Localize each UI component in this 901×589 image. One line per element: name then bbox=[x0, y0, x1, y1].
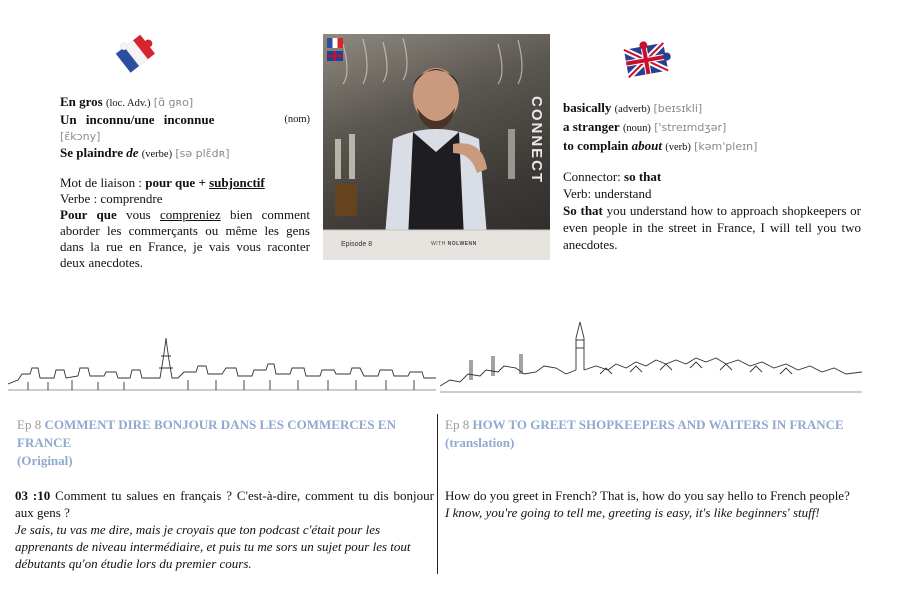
connector-prefix: Mot de liaison : bbox=[60, 175, 142, 190]
connector-mode: subjonctif bbox=[209, 175, 265, 190]
dialogue-text: Comment tu salues en français ? C'est-à-dire, comment tu dis bonjour aux gens ? bbox=[15, 488, 434, 520]
vocab-pos: (verbe) bbox=[141, 149, 173, 160]
sentence-mid: vous bbox=[126, 207, 151, 222]
column-divider bbox=[437, 414, 438, 574]
dialogue-en bbox=[445, 487, 863, 521]
uk-flag-puzzle-icon bbox=[622, 38, 672, 82]
sentence-verb: compreniez bbox=[159, 207, 221, 222]
verb-line: Verbe : comprendre bbox=[60, 191, 163, 206]
vocab-pos: (verb) bbox=[665, 142, 691, 153]
connector-line bbox=[563, 168, 861, 185]
london-skyline-icon bbox=[440, 320, 862, 398]
dialogue-line-italic: I know, you're going to tell me, greeting is easy, it's like beginners' stuff! bbox=[445, 505, 820, 520]
vocab-pos: (nom) bbox=[284, 114, 310, 125]
vocab-term: Un inconnu/une inconnue bbox=[60, 112, 215, 127]
episode-tag: (translation) bbox=[445, 435, 515, 450]
episode-tag: (Original) bbox=[17, 453, 73, 468]
dialogue-fr bbox=[15, 487, 434, 572]
vocab-entry-fr bbox=[60, 112, 310, 128]
dialogue-line-italic: Je sais, tu vas me dire, mais je croyais que ton podcast c'était pour les apprenants de niveau intermédiaire, et puis tu me sors un sujet pour les tout débutants qu'on étudie lors du premier cours. bbox=[15, 522, 411, 571]
sentence-lead: So that bbox=[563, 203, 603, 218]
cover-host-line bbox=[431, 241, 477, 247]
verb-line: Verb: understand bbox=[563, 186, 652, 201]
vocab-term-emphasis: about bbox=[631, 138, 662, 153]
vocab-entry-en bbox=[563, 118, 861, 137]
french-vocab-section bbox=[60, 94, 310, 271]
example-sentence-fr bbox=[60, 207, 310, 271]
cover-with-label: WITH bbox=[431, 241, 446, 247]
paris-skyline-icon bbox=[8, 338, 436, 398]
french-flag-puzzle-icon bbox=[110, 32, 160, 76]
vocab-term: En gros bbox=[60, 94, 103, 109]
vocab-pos: (noun) bbox=[622, 123, 651, 134]
episode-title-fr bbox=[17, 416, 434, 470]
vocab-entry-en bbox=[563, 137, 861, 156]
podcast-cover-image bbox=[323, 34, 550, 260]
vocab-ipa: ['streɪmdʒər] bbox=[654, 121, 727, 134]
episode-title-en bbox=[445, 416, 863, 452]
sentence-rest: bien comment aborder les commerçants ou même les gens dans la rue en France, je vais vous raconter deux anecdotes. bbox=[60, 207, 311, 270]
vocab-pos: (loc. Adv.) bbox=[106, 98, 151, 109]
episode-title: HOW TO GREET SHOPKEEPERS AND WAITERS IN FRANCE bbox=[472, 417, 844, 432]
dialogue-line bbox=[15, 487, 434, 521]
timestamp: 03 :10 bbox=[15, 488, 51, 503]
example-sentence-en bbox=[563, 202, 861, 253]
vocab-ipa: [ɛ̃kɔny] bbox=[60, 130, 101, 143]
vocab-ipa: [sə plɛ̃dʀ] bbox=[175, 147, 230, 160]
french-flag-icon bbox=[327, 38, 343, 48]
episode-number: Ep 8 bbox=[17, 417, 42, 432]
vocab-term: a stranger bbox=[563, 119, 620, 134]
uk-flag-icon bbox=[327, 51, 343, 61]
vocab-ipa: [beɪsɪkli] bbox=[653, 102, 703, 115]
connector-prefix: Connector: bbox=[563, 169, 621, 184]
connector-line bbox=[60, 175, 310, 191]
vocab-pos: (adverb) bbox=[614, 104, 651, 115]
episode-number: Ep 8 bbox=[445, 417, 470, 432]
vocab-term: basically bbox=[563, 100, 612, 115]
vocab-term-emphasis: de bbox=[126, 145, 139, 160]
vocab-entry-fr bbox=[60, 94, 310, 112]
vocab-entry-fr bbox=[60, 128, 310, 145]
cover-episode-label: Episode 8 bbox=[341, 241, 373, 248]
sentence-lead: Pour que bbox=[60, 207, 117, 222]
connector-plus: + bbox=[198, 175, 206, 190]
english-vocab-section bbox=[563, 99, 861, 253]
cover-host-name: NOLWENN bbox=[447, 241, 477, 247]
vocab-entry-fr bbox=[60, 145, 310, 163]
cover-title: CONNECT bbox=[528, 96, 545, 185]
vocab-ipa: [kəm'pleɪn] bbox=[694, 140, 758, 153]
vocab-term: to complain bbox=[563, 138, 629, 153]
episode-title: COMMENT DIRE BONJOUR DANS LES COMMERCES EN FRANCE bbox=[17, 417, 396, 450]
dialogue-line: How do you greet in French? That is, how do you say hello to French people? bbox=[445, 488, 850, 503]
connector-value: so that bbox=[624, 169, 662, 184]
vocab-ipa: [ɑ̃ ɡʀo] bbox=[153, 96, 194, 109]
vocab-entry-en bbox=[563, 99, 861, 118]
vocab-term: Se plaindre bbox=[60, 145, 123, 160]
connector-value: pour que bbox=[145, 175, 196, 190]
sentence-rest: you understand how to approach shopkeepers or even people in the street in France, I will tell you two anecdotes. bbox=[563, 203, 862, 252]
